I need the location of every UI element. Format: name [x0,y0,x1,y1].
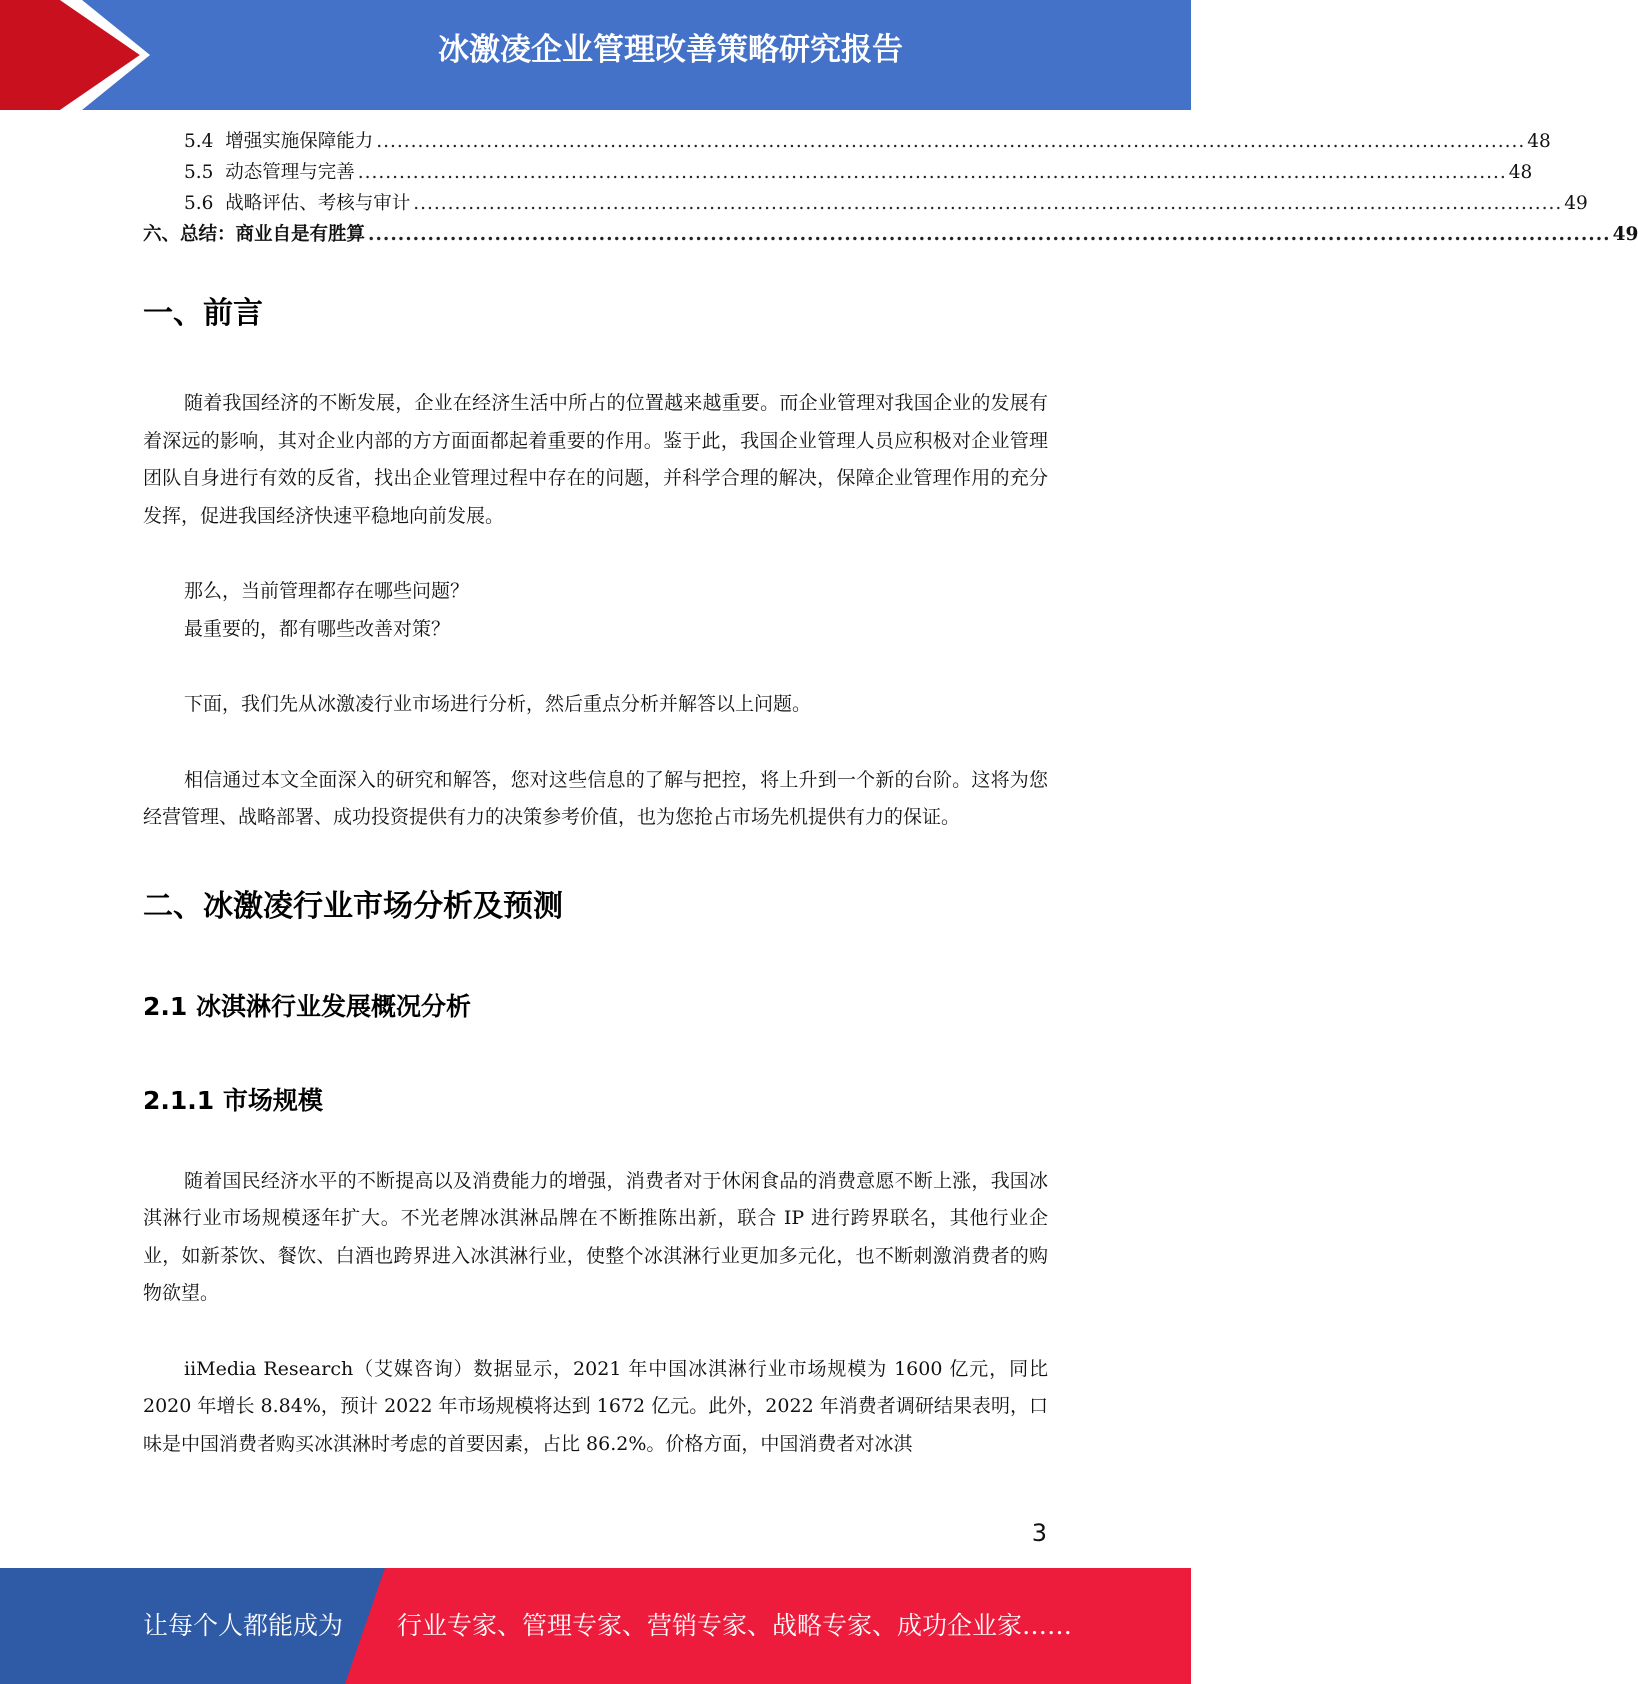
footer-slogan-left: 让每个人都能成为 [143,1611,344,1640]
footer-banner [0,1568,1191,1684]
market-paragraph-1: 随着国民经济水平的不断提高以及消费能力的增强，消费者对于休闲食品的消费意愿不断上涨，我国冰淇淋行业市场规模逐年扩大。不光老牌冰淇淋品牌在不断推陈出新，联合 IP 进行跨界联名，其他行业企业，如新茶饮、餐饮、白酒也跨界进入冰淇淋行业，使整个冰淇淋行业更加多元化，也不断刺激消费者的购物欲望。 [143,1169,1048,1304]
toc-page: 48 [1527,131,1551,152]
preface-paragraph-1: 随着我国经济的不断发展，企业在经济生活中所占的位置越来越重要。而企业管理对我国企业的发展有着深远的影响，其对企业内部的方方面面都起着重要的作用。鉴于此，我国企业管理人员应积极对企业管理团队自身进行有效的反省，找出企业管理过程中存在的问题，并科学合理的解决，保障企业管理作用的充分发挥，促进我国经济快速平稳地向前发展。 [143,392,1048,527]
market-paragraph-2: iiMedia Research（艾媒咨询）数据显示，2021 年中国冰淇淋行业市场规模为 1600 亿元，同比 2020 年增长 8.84%，预计 2022 年市场规模将达到 1672 亿元。此外，2022 年消费者调研结果表明，口味是中国消费者购买冰淇淋时考虑的首要因素，占比 86.2%。价格方面，中国消费者对冰淇 [143,1357,1048,1455]
preface-question-1: 那么，当前管理都存在哪些问题？ [184,580,470,602]
toc-leader: ....................................................................................................................................................................... [376,131,1526,152]
toc-leader: ....................................................................................................................................................................... [357,162,1507,183]
toc [143,126,1638,250]
section-heading-preface: 一、前言 [143,296,263,331]
toc-entry[interactable] [143,157,1533,188]
page-content [143,126,1638,1463]
preface-paragraph-2: 下面，我们先从冰激凌行业市场进行分析，然后重点分析并解答以上问题。 [184,693,812,715]
toc-page: 49 [1612,224,1638,245]
header-arrow-decoration [0,0,160,110]
toc-number: 5.6 [184,193,214,214]
toc-number: 5.4 [184,131,214,152]
section-heading-market: 二、冰激凌行业市场分析及预测 [143,888,563,924]
toc-leader: ....................................................................................................................................................................... [368,224,1611,245]
toc-leader: ....................................................................................................................................................................... [413,193,1563,214]
toc-title: 六、总结：商业自是有胜算 [143,224,366,245]
preface-paragraph-3: 相信通过本文全面深入的研究和解答，您对这些信息的了解与把控，将上升到一个新的台阶。这将为您经营管理、战略部署、成功投资提供有力的决策参考价值，也为您抢占市场先机提供有力的保证。 [143,768,1048,828]
preface-question-2: 最重要的，都有哪些改善对策？ [184,617,451,640]
toc-title: 战略评估、考核与审计 [225,193,411,214]
toc-title: 动态管理与完善 [225,162,355,183]
subsection-heading-2-1-1: 2.1.1 市场规模 [143,1085,323,1115]
report-title: 冰激凌企业管理改善策略研究报告 [438,32,903,68]
subsection-heading-2-1: 2.1 冰淇淋行业发展概况分析 [143,991,471,1021]
toc-entry[interactable] [143,219,1638,250]
toc-entry[interactable] [143,188,1588,219]
toc-title: 增强实施保障能力 [225,131,374,152]
header-banner [0,0,1191,110]
toc-number: 5.5 [184,162,214,183]
toc-entry[interactable] [143,126,1551,157]
toc-page: 48 [1508,162,1533,183]
footer-slogan-right: 行业专家、管理专家、营销专家、战略专家、成功企业家…… [397,1611,1073,1640]
toc-page: 49 [1564,193,1588,214]
page-number: 3 [1031,1519,1047,1547]
